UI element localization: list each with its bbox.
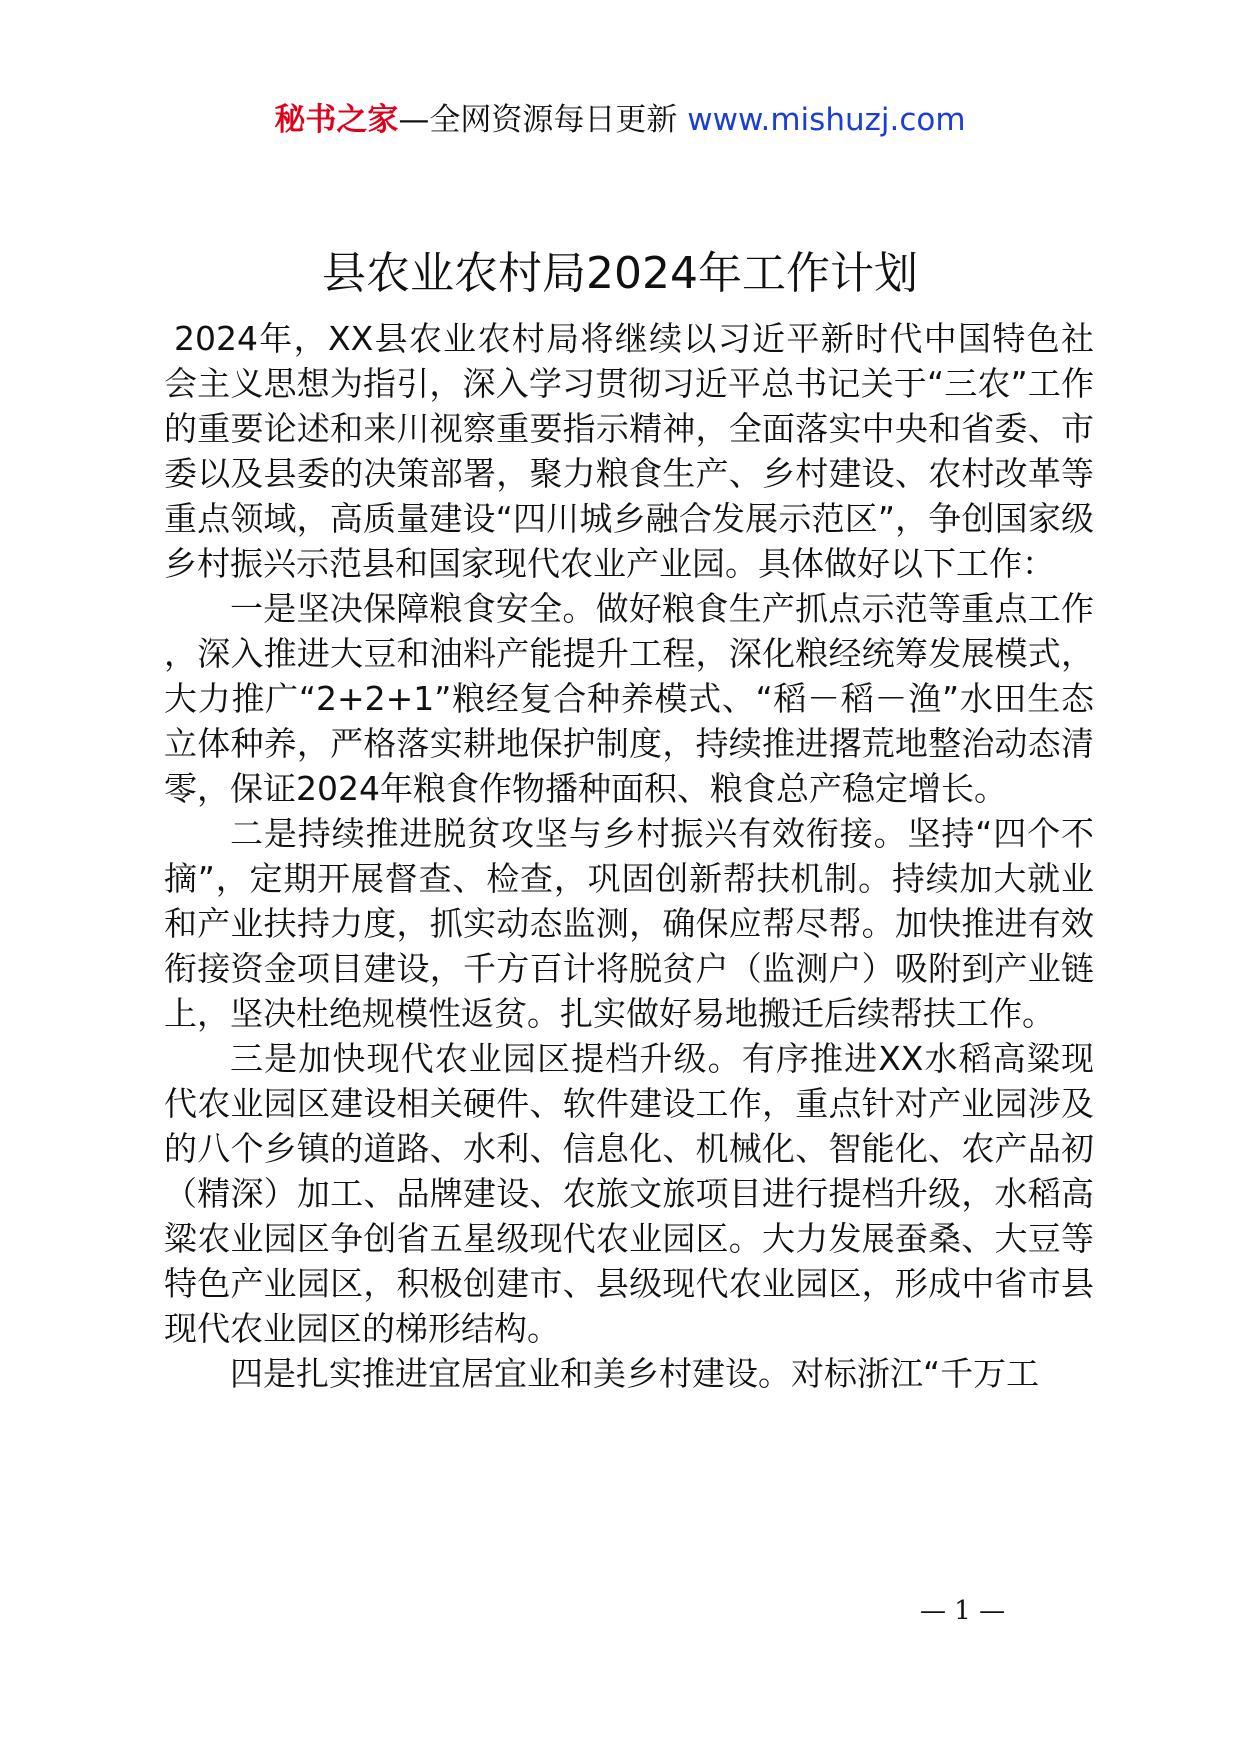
header-brand: 秘书之家 [274,102,399,138]
paragraph-poverty-alleviation: 二是持续推进脱贫攻坚与乡村振兴有效衔接。坚持“四个不摘”，定期开展督查、检查，巩固创新帮扶机制。持续加大就业和产业扶持力度，抓实动态监测，确保应帮尽帮。加快推进有效衔接资金项目建设，千方百计将脱贫户（监测户）吸附到产业链上，坚决杜绝规模性返贫。扎实做好易地搬迁后续帮扶工作。 [164,814,1094,1033]
paragraph-intro: 2024年，XX县农业农村局将继续以习近平新时代中国特色社会主义思想为指引，深入学习贯彻习近平总书记关于“三农”工作的重要论述和来川视察重要指示精神，全面落实中央和省委、市委以及县委的决策部署，聚力粮食生产、乡村建设、农村改革等重点领域，高质量建设“四川城乡融合发展示范区”，争创国家级乡村振兴示范县和国家现代农业产业园。具体做好以下工作： [164,319,1094,583]
watermark-header [0,100,1240,140]
paragraph-agricultural-parks: 三是加快现代农业园区提档升级。有序推进XX水稻高粱现代农业园区建设相关硬件、软件建设工作，重点针对产业园涉及的八个乡镇的道路、水利、信息化、机械化、智能化、农产品初（精深）加工、品牌建设、农旅文旅项目进行提档升级，水稻高粱农业园区争创省五星级现代农业园区。大力发展蚕桑、大豆等特色产业园区，积极创建市、县级现代农业园区，形成中省市县现代农业园区的梯形结构。 [164,1039,1094,1348]
document-body [164,316,1094,1396]
page-number: — 1 — [920,1596,1006,1626]
header-url[interactable]: www.mishuzj.com [687,102,966,138]
header-tagline: —全网资源每日更新 [398,102,678,138]
paragraph-rural-construction: 四是扎实推进宜居宜业和美乡村建设。对标浙江“千万工 [230,1354,1040,1393]
paragraph-grain-security: 一是坚决保障粮食安全。做好粮食生产抓点示范等重点工作，深入推进大豆和油料产能提升工程，深化粮经统筹发展模式，大力推广“2+2+1”粮经复合种养模式、“稻－稻－渔”水田生态立体种养，严格落实耕地保护制度，持续推进撂荒地整治动态清零，保证2024年粮食作物播种面积、粮食总产稳定增长。 [164,589,1094,808]
document-title: 县农业农村局2024年工作计划 [322,248,918,299]
